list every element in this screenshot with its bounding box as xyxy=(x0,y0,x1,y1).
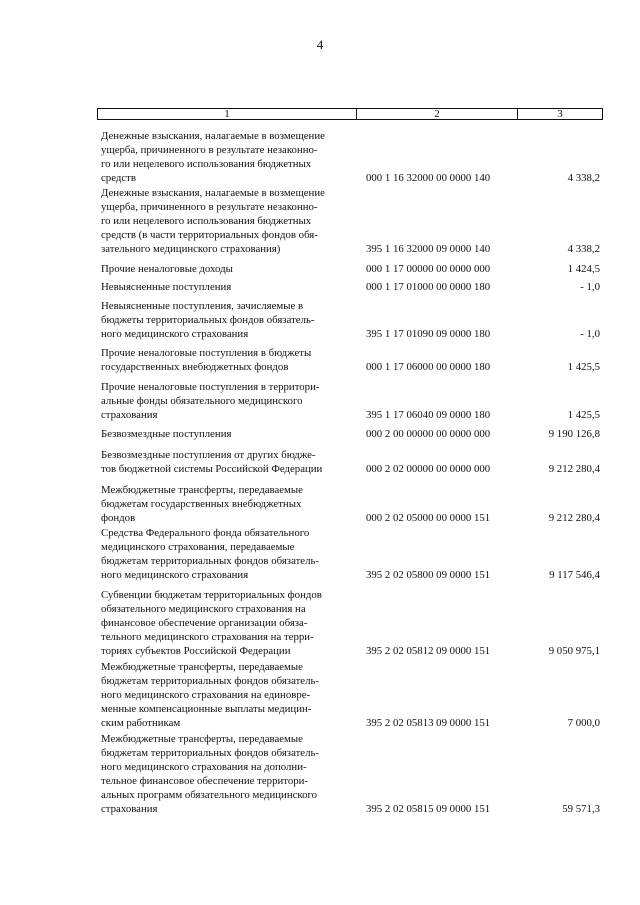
row-name xyxy=(101,381,355,423)
row-name-line: Невыясненные поступления xyxy=(101,281,232,293)
column-header-3: 3 xyxy=(557,108,563,120)
row-name-line: ного медицинского страхования на единовре- xyxy=(101,689,311,701)
row-code: 000 2 02 05000 00 0000 151 xyxy=(366,512,491,524)
row-name-line: Прочие неналоговые поступления в бюджеты xyxy=(101,347,312,359)
row-name xyxy=(101,187,355,257)
row-amount: 9 212 280,4 xyxy=(548,512,600,524)
row-name-line: альных программ обязательного медицинского xyxy=(101,789,318,801)
row-amount: - 1,0 xyxy=(580,281,600,293)
row-name-line: Прочие неналоговые поступления в территори- xyxy=(101,381,320,393)
row-code: 000 2 02 00000 00 0000 000 xyxy=(366,463,491,475)
row-amount: 1 425,5 xyxy=(567,409,600,421)
row-amount: 4 338,2 xyxy=(567,172,600,184)
row-name-line: тельного медицинского страхования на терри- xyxy=(101,631,314,643)
row-amount: 1 424,5 xyxy=(567,263,600,275)
row-name-line: Межбюджетные трансферты, передаваемые xyxy=(101,484,303,496)
row-name xyxy=(101,130,355,186)
row-name-line: страхования xyxy=(101,803,158,815)
row-code: 395 2 02 05800 09 0000 151 xyxy=(366,569,491,581)
row-name xyxy=(101,589,355,659)
row-code: 395 2 02 05813 09 0000 151 xyxy=(366,717,491,729)
row-code: 000 1 17 06000 00 0000 180 xyxy=(366,361,491,373)
row-amount: 4 338,2 xyxy=(567,243,600,255)
row-name xyxy=(101,300,355,342)
row-name-line: Безвозмездные поступления от других бюдже- xyxy=(101,449,316,461)
row-name-line: бюджетам территориальных фондов обязатель- xyxy=(101,555,319,567)
row-name-line: страхования xyxy=(101,409,158,421)
row-name-line: зательного медицинского страхования) xyxy=(101,243,281,255)
row-name xyxy=(101,428,355,442)
row-code: 000 2 00 00000 00 0000 000 xyxy=(366,428,491,440)
row-name xyxy=(101,484,355,526)
column-header-1: 1 xyxy=(98,109,357,119)
row-name-line: тельное финансовое обеспечение территори- xyxy=(101,775,308,787)
row-amount: 7 000,0 xyxy=(567,717,600,729)
row-name-line: бюджетам территориальных фондов обязатель- xyxy=(101,747,319,759)
row-name-line: ущерба, причиненного в результате незаконно- xyxy=(101,201,318,213)
row-name-line: медицинского страхования, передаваемые xyxy=(101,541,295,553)
column-header-2: 2 xyxy=(357,109,518,119)
row-name-line: го или нецелевого использования бюджетных xyxy=(101,215,312,227)
row-name xyxy=(101,281,355,295)
row-name-line: Прочие неналоговые доходы xyxy=(101,263,233,275)
row-name xyxy=(101,263,355,277)
row-name-line: обязательного медицинского страхования на xyxy=(101,603,306,615)
row-amount: - 1,0 xyxy=(580,328,600,340)
row-name-line: ториях субъектов Российской Федерации xyxy=(101,645,291,657)
row-name-line: го или нецелевого использования бюджетных xyxy=(101,158,312,170)
row-name-line: ного медицинского страхования xyxy=(101,569,249,581)
row-name-line: бюджетам территориальных фондов обязатель- xyxy=(101,675,319,687)
row-code: 395 2 02 05812 09 0000 151 xyxy=(366,645,491,657)
row-name-line: Безвозмездные поступления xyxy=(101,428,232,440)
row-name-line: финансовое обеспечение организации обяза- xyxy=(101,617,308,629)
row-name-line: Субвенции бюджетам территориальных фондов xyxy=(101,589,322,601)
row-name-line: ного медицинского страхования на дополни- xyxy=(101,761,307,773)
row-name-line: государственных внебюджетных фондов xyxy=(101,361,289,373)
row-code: 000 1 17 00000 00 0000 000 xyxy=(366,263,491,275)
row-amount: 9 212 280,4 xyxy=(548,463,600,475)
row-name-line: ущерба, причиненного в результате незаконно- xyxy=(101,144,318,156)
row-name-line: альные фонды обязательного медицинского xyxy=(101,395,303,407)
row-amount: 9 117 546,4 xyxy=(549,569,600,581)
row-name-line: Денежные взыскания, налагаемые в возмещение xyxy=(101,187,325,199)
row-name-line: ного медицинского страхования xyxy=(101,328,249,340)
row-code: 395 1 16 32000 09 0000 140 xyxy=(366,243,491,255)
row-code: 395 1 17 06040 09 0000 180 xyxy=(366,409,491,421)
row-name-line: бюджеты территориальных фондов обязатель- xyxy=(101,314,315,326)
row-name xyxy=(101,347,355,375)
row-code: 000 1 17 01000 00 0000 180 xyxy=(366,281,491,293)
row-code: 395 1 17 01090 09 0000 180 xyxy=(366,328,491,340)
row-name-line: Межбюджетные трансферты, передаваемые xyxy=(101,661,303,673)
row-name-line: фондов xyxy=(101,512,136,524)
row-name-line: ским работникам xyxy=(101,717,181,729)
row-name-line: Денежные взыскания, налагаемые в возмещение xyxy=(101,130,325,142)
row-amount: 1 425,5 xyxy=(567,361,600,373)
row-name-line: средств (в части территориальных фондов обя- xyxy=(101,229,318,241)
row-amount: 9 190 126,8 xyxy=(548,428,600,440)
row-amount: 9 050 975,1 xyxy=(548,645,600,657)
row-name xyxy=(101,449,355,477)
row-name-line: Межбюджетные трансферты, передаваемые xyxy=(101,733,303,745)
page-number: 4 xyxy=(316,37,324,52)
row-name-line: менные компенсационные выплаты медицин- xyxy=(101,703,312,715)
row-name-line: бюджетам государственных внебюджетных xyxy=(101,498,302,510)
row-name xyxy=(101,661,355,731)
row-name-line: средств xyxy=(101,172,136,184)
row-name xyxy=(101,733,355,817)
row-name-line: Средства Федерального фонда обязательного xyxy=(101,527,310,539)
row-name-line: тов бюджетной системы Российской Федерации xyxy=(101,463,323,475)
row-code: 395 2 02 05815 09 0000 151 xyxy=(366,803,491,815)
table-header xyxy=(97,108,603,120)
row-name-line: Невыясненные поступления, зачисляемые в xyxy=(101,300,304,312)
row-name xyxy=(101,527,355,583)
row-amount: 59 571,3 xyxy=(562,803,600,815)
row-code: 000 1 16 32000 00 0000 140 xyxy=(366,172,491,184)
